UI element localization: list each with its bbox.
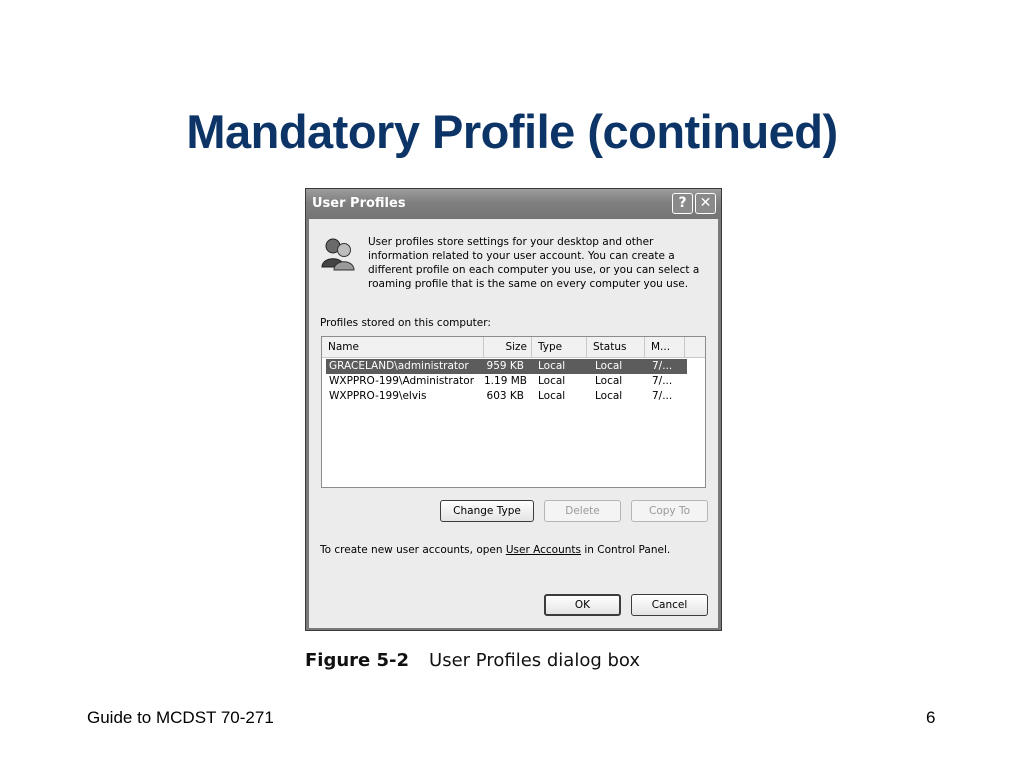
cell-type: Local: [538, 375, 566, 387]
cell-name: WXPPRO-199\elvis: [329, 390, 427, 402]
cell-size: 1.19 MB: [484, 375, 527, 387]
cell-status: Local: [595, 390, 623, 402]
column-header-size[interactable]: Size: [484, 337, 532, 357]
intro-line: information related to your user account. You can create a: [368, 250, 675, 262]
cell-size: 959 KB: [486, 360, 524, 372]
cell-type: Local: [538, 390, 566, 402]
table-row[interactable]: [326, 374, 687, 389]
column-header-modified[interactable]: M...: [645, 337, 685, 357]
page-number: 6: [926, 708, 936, 727]
cell-size: 603 KB: [486, 390, 524, 402]
column-header-name[interactable]: Name: [322, 337, 484, 357]
user-profiles-dialog: [305, 188, 722, 631]
close-icon[interactable]: ✕: [695, 193, 716, 214]
users-icon: [320, 237, 356, 271]
intro-line: User profiles store settings for your desktop and other: [368, 236, 654, 248]
create-accounts-prefix: To create new user accounts, open: [320, 544, 506, 556]
dialog-body: [309, 219, 718, 628]
user-accounts-link[interactable]: User Accounts: [505, 544, 581, 556]
table-row[interactable]: [326, 359, 687, 374]
figure-caption: [305, 650, 640, 671]
table-row[interactable]: [326, 389, 687, 404]
profiles-list-label: Profiles stored on this computer:: [320, 317, 491, 329]
intro-line: roaming profile that is the same on every computer you use.: [368, 278, 689, 290]
figure-number: Figure 5-2: [305, 650, 410, 671]
ok-button[interactable]: OK: [544, 594, 621, 616]
dialog-titlebar[interactable]: [306, 189, 721, 219]
create-accounts-text: [320, 544, 670, 556]
cell-type: Local: [538, 360, 566, 372]
column-header-status[interactable]: Status: [587, 337, 645, 357]
create-accounts-suffix: in Control Panel.: [581, 544, 671, 556]
list-header: [322, 337, 705, 358]
cancel-button[interactable]: Cancel: [631, 594, 708, 616]
delete-button[interactable]: Delete: [544, 500, 621, 522]
help-icon[interactable]: ?: [672, 193, 693, 214]
slide-title: Mandatory Profile (continued): [186, 105, 838, 158]
dialog-title: User Profiles: [312, 196, 406, 211]
cell-name: GRACELAND\administrator: [329, 360, 469, 372]
cell-modified: 7/...: [652, 360, 673, 372]
slide-footer: Guide to MCDST 70-271: [87, 708, 274, 727]
intro-line: different profile on each computer you use, or you can select a: [368, 264, 700, 276]
figure-text: User Profiles dialog box: [429, 650, 641, 671]
cell-status: Local: [595, 360, 623, 372]
copy-to-button[interactable]: Copy To: [631, 500, 708, 522]
cell-modified: 7/...: [652, 375, 673, 387]
cell-modified: 7/...: [652, 390, 673, 402]
cell-name: WXPPRO-199\Administrator: [329, 375, 475, 387]
cell-status: Local: [595, 375, 623, 387]
profiles-list[interactable]: [321, 336, 706, 488]
change-type-button[interactable]: Change Type: [440, 500, 534, 522]
column-header-type[interactable]: Type: [532, 337, 587, 357]
intro-text: [368, 235, 708, 291]
